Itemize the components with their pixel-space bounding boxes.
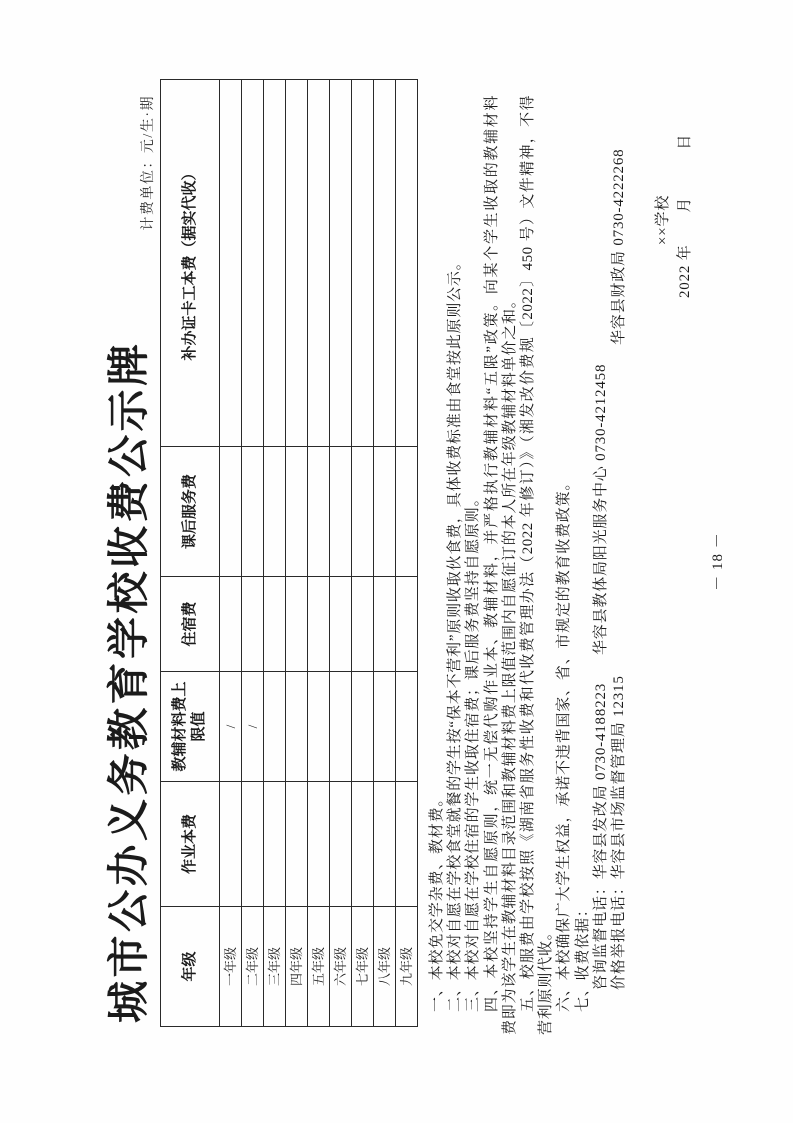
teaching-materials-cap-cell	[286, 672, 308, 782]
grade-cell: 九年级	[396, 907, 418, 1027]
after-school-service-fee-cell	[396, 447, 418, 577]
card-replacement-fee-cell	[220, 80, 242, 447]
grade-cell: 八年级	[374, 907, 396, 1027]
exercise-book-fee-cell	[242, 782, 264, 907]
teaching-materials-cap-cell	[396, 672, 418, 782]
note-line-2: 二、本校对自愿在学校食堂就餐的学生按“保本不营利”原则收取伙食费，具体收费标准由食堂按此原则公示。	[447, 254, 464, 1012]
after-school-service-fee-cell	[330, 447, 352, 577]
note-line-5: 五、校服费由学校按照《湖南省服务性收费和代收费管理办法（2022 年修订）》（湘发改价费规〔2022〕450 号）文件精神，不得	[519, 95, 536, 1012]
card-replacement-fee-cell	[330, 80, 352, 447]
teaching-materials-cap-cell	[330, 672, 352, 782]
accommodation-fee-cell	[242, 577, 264, 672]
exercise-book-fee-cell	[352, 782, 374, 907]
note-line-3: 三、本校对自愿在学校住宿的学生收取住宿费；课后服务费坚持自愿原则。	[465, 490, 482, 1012]
grade-cell: 三年级	[264, 907, 286, 1027]
teaching-materials-cap-cell: /	[242, 672, 264, 782]
note-line-5-continued: 营利原则代收。	[538, 924, 555, 1035]
exercise-book-fee-cell	[220, 782, 242, 907]
after-school-service-fee-cell	[220, 447, 242, 577]
accommodation-fee-cell	[308, 577, 330, 672]
price-report-phone-line	[610, 95, 628, 1035]
billing-unit-note: 计费单位：元/生·期	[141, 95, 156, 231]
teaching-materials-cap-cell	[308, 672, 330, 782]
exercise-book-fee-cell	[308, 782, 330, 907]
note-line-1: 一、本校免交学杂费、教材费。	[429, 790, 445, 1012]
accommodation-fee-cell	[264, 577, 286, 672]
header-after-school-service-fee: 课后服务费	[161, 447, 220, 577]
header-teaching-materials-cap: 教辅材料费上限值	[161, 672, 220, 782]
accommodation-fee-cell	[286, 577, 308, 672]
grade-cell: 六年级	[330, 907, 352, 1027]
note-line-4: 四、本校坚持学生自愿原则，统一无偿代购作业本、教辅材料，并严格执行教辅材料“五限”政策。向某个学生收取的教辅材料	[483, 95, 500, 1012]
accommodation-fee-cell	[220, 577, 242, 672]
note-line-7: 七、收费依据：	[574, 901, 591, 1012]
card-replacement-fee-cell	[352, 80, 374, 447]
page-title: 城市公办义务教育学校收费公示牌	[107, 340, 153, 1023]
supervision-phone-line	[592, 95, 610, 1035]
table-row	[396, 80, 418, 1027]
card-replacement-fee-cell	[286, 80, 308, 447]
note-line-4-continued: 费即为该学生在教辅材料目录范围和教辅材料费上限值范围内自愿征订的本人所在年级教辅材料单价之和。	[501, 292, 518, 1035]
accommodation-fee-cell	[396, 577, 418, 672]
exercise-book-fee-cell	[264, 782, 286, 907]
table-row	[330, 80, 352, 1027]
note-line-6: 六、本校确保广大学生权益，承诺不违背国家、省、市规定的教育收费政策。	[556, 474, 573, 1012]
teaching-materials-cap-cell	[264, 672, 286, 782]
grade-cell: 一年级	[220, 907, 242, 1027]
header-card-replacement-fee: 补办证卡工本费（据实代收）	[161, 80, 220, 447]
exercise-book-fee-cell	[286, 782, 308, 907]
exercise-book-fee-cell	[374, 782, 396, 907]
header-exercise-book-fee: 作业本费	[161, 782, 220, 907]
card-replacement-fee-cell	[308, 80, 330, 447]
header-grade: 年级	[161, 907, 220, 1027]
after-school-service-fee-cell	[286, 447, 308, 577]
grade-cell: 四年级	[286, 907, 308, 1027]
table-row	[242, 80, 264, 1027]
grade-cell: 二年级	[242, 907, 264, 1027]
notes-section	[428, 95, 628, 1035]
card-replacement-fee-cell	[396, 80, 418, 447]
page-number: － 18 －	[710, 532, 726, 591]
after-school-service-fee-cell	[264, 447, 286, 577]
table-row	[220, 80, 242, 1027]
after-school-service-fee-cell	[374, 447, 396, 577]
exercise-book-fee-cell	[330, 782, 352, 907]
after-school-service-fee-cell	[308, 447, 330, 577]
card-replacement-fee-cell	[374, 80, 396, 447]
signature-school: ××学校	[655, 194, 671, 245]
supervision-contact-2: 华容县教体局阳光服务中心 0730-4212458	[592, 363, 609, 655]
fee-table	[160, 79, 418, 1027]
price-report-contact: 华容县市场监督管理局 12315	[610, 675, 627, 880]
header-accommodation-fee: 住宿费	[161, 577, 220, 672]
accommodation-fee-cell	[352, 577, 374, 672]
table-row	[264, 80, 286, 1027]
table-row	[308, 80, 330, 1027]
table-header-row	[161, 80, 220, 1027]
grade-cell: 五年级	[308, 907, 330, 1027]
teaching-materials-cap-cell	[352, 672, 374, 782]
table-row	[374, 80, 396, 1027]
grade-cell: 七年级	[352, 907, 374, 1027]
price-report-phone-label: 价格举报电话：	[610, 879, 627, 990]
supervision-contact-1: 华容县发改局 0730-4188223	[592, 682, 609, 880]
teaching-materials-cap-cell: /	[220, 672, 242, 782]
signature-date: 2022 年 月 日	[677, 133, 693, 298]
after-school-service-fee-cell	[242, 447, 264, 577]
finance-bureau-contact: 华容县财政局 0730-4222268	[610, 148, 627, 345]
card-replacement-fee-cell	[242, 80, 264, 447]
after-school-service-fee-cell	[352, 447, 374, 577]
supervision-phone-label: 咨询监督电话：	[592, 879, 609, 990]
table-row	[352, 80, 374, 1027]
accommodation-fee-cell	[330, 577, 352, 672]
card-replacement-fee-cell	[264, 80, 286, 447]
table-row	[286, 80, 308, 1027]
exercise-book-fee-cell	[396, 782, 418, 907]
teaching-materials-cap-cell	[374, 672, 396, 782]
accommodation-fee-cell	[374, 577, 396, 672]
